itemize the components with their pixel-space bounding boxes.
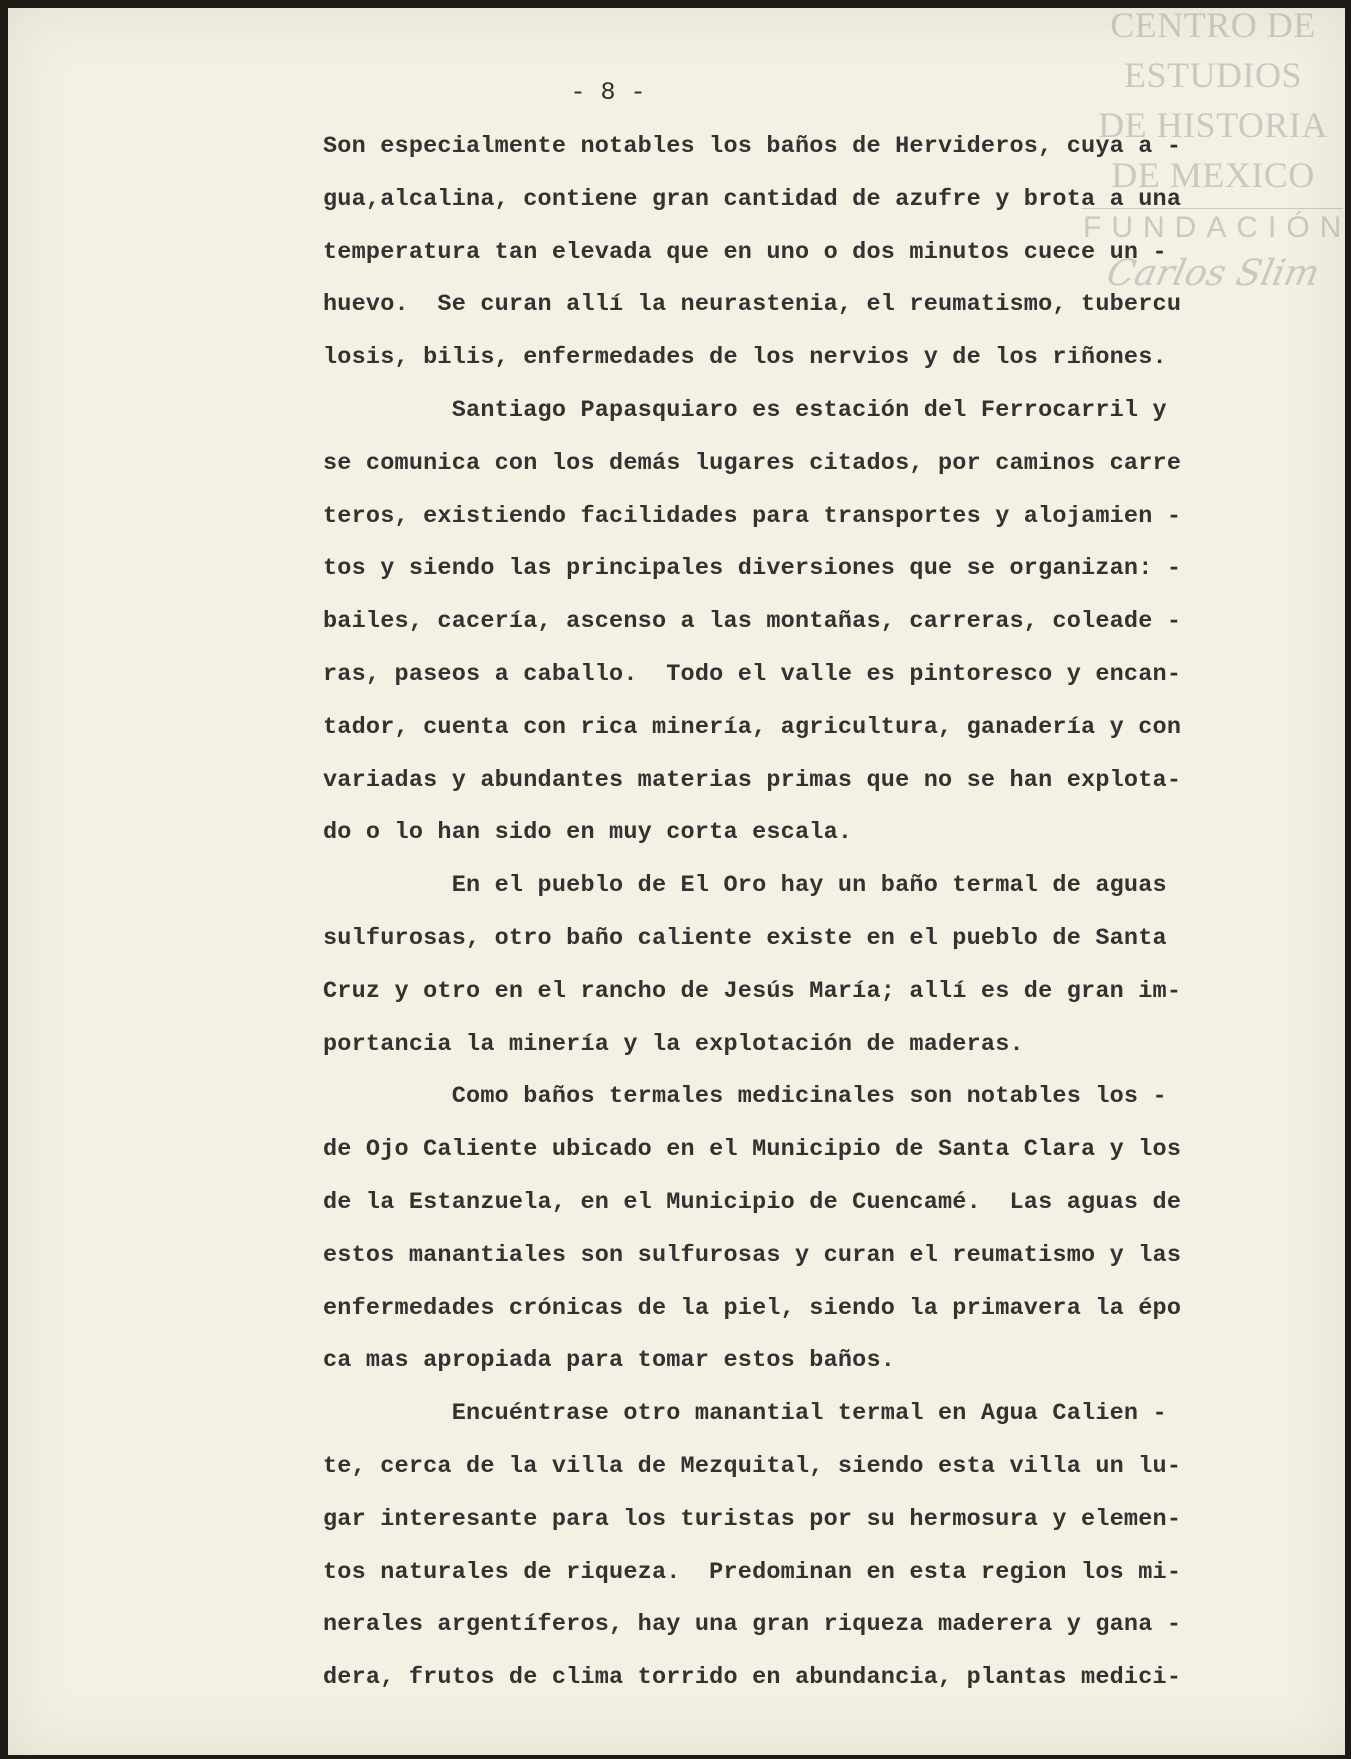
archive-watermark [1083,0,1351,296]
text-line: de Ojo Caliente ubicado en el Municipio de Santa Clara y los [323,1136,1182,1164]
text-line: dera, frutos de clima torrido en abundancia, plantas medici- [323,1664,1182,1692]
text-line: do o lo han sido en muy corta escala. [323,819,853,847]
watermark-fundacion: FUNDACIÓN [1083,211,1351,244]
text-line: nerales argentíferos, hay una gran riqueza maderera y gana - [323,1611,1182,1639]
text-line: Encuéntrase otro manantial termal en Agua Calien - [323,1400,1167,1428]
text-line: teros, existiendo facilidades para transportes y alojamien - [323,502,1182,530]
text-line: portancia la minería y la explotación de maderas. [323,1030,1024,1058]
text-line: bailes, cacería, ascenso a las montañas, carreras, coleade - [323,608,1182,636]
text-line: Cruz y otro en el rancho de Jesús María; allí es de gran im- [323,977,1182,1005]
watermark-line: DE HISTORIA [1098,105,1328,145]
page-number: - 8 - [570,78,646,107]
text-line: gar interesante para los turistas por su hermosura y elemen- [323,1505,1182,1533]
text-line: ras, paseos a caballo. Todo el valle es pintoresco y encan- [323,660,1182,688]
text-line: tos naturales de riqueza. Predominan en esta region los mi- [323,1558,1182,1586]
text-line: variadas y abundantes materias primas que no se han explota- [323,766,1182,794]
text-line: gua,alcalina, contiene gran cantidad de azufre y brota a una [323,185,1182,213]
body-text [323,121,1288,1705]
text-line: enfermedades crónicas de la piel, siendo la primavera la épo [323,1294,1182,1322]
text-line: Como baños termales medicinales son notables los - [323,1083,1167,1111]
text-line: tador, cuenta con rica minería, agricultura, ganadería y con [323,713,1182,741]
text-line: tos y siendo las principales diversiones que se organizan: - [323,555,1182,583]
text-line: temperatura tan elevada que en uno o dos minutos cuece un - [323,238,1167,266]
text-line: se comunica con los demás lugares citados, por caminos carre [323,449,1182,477]
text-line: estos manantiales son sulfurosas y curan el reumatismo y las [323,1241,1182,1269]
text-line: En el pueblo de El Oro hay un baño termal de aguas [323,872,1167,900]
watermark-line: CENTRO DE [1110,5,1316,45]
text-line: Son especialmente notables los baños de Hervideros, cuya a - [323,133,1182,160]
text-line: huevo. Se curan allí la neurastenia, el reumatismo, tubercu [323,291,1182,319]
watermark-divider [1081,208,1343,209]
text-line: losis, bilis, enfermedades de los nervios y de los riñones. [323,344,1167,372]
watermark-line: ESTUDIOS [1123,55,1302,95]
watermark-line: DE MEXICO [1111,155,1315,195]
text-line: Santiago Papasquiaro es estación del Ferrocarril y [323,396,1167,424]
text-line: te, cerca de la villa de Mezquital, siendo esta villa un lu- [323,1452,1182,1480]
text-line: de la Estanzuela, en el Municipio de Cuencamé. Las aguas de [323,1188,1182,1216]
text-line: ca mas apropiada para tomar estos baños. [323,1347,896,1375]
watermark-signature: Carlos Slim [1103,253,1324,294]
text-line: sulfurosas, otro baño caliente existe en el pueblo de Santa [323,924,1167,952]
